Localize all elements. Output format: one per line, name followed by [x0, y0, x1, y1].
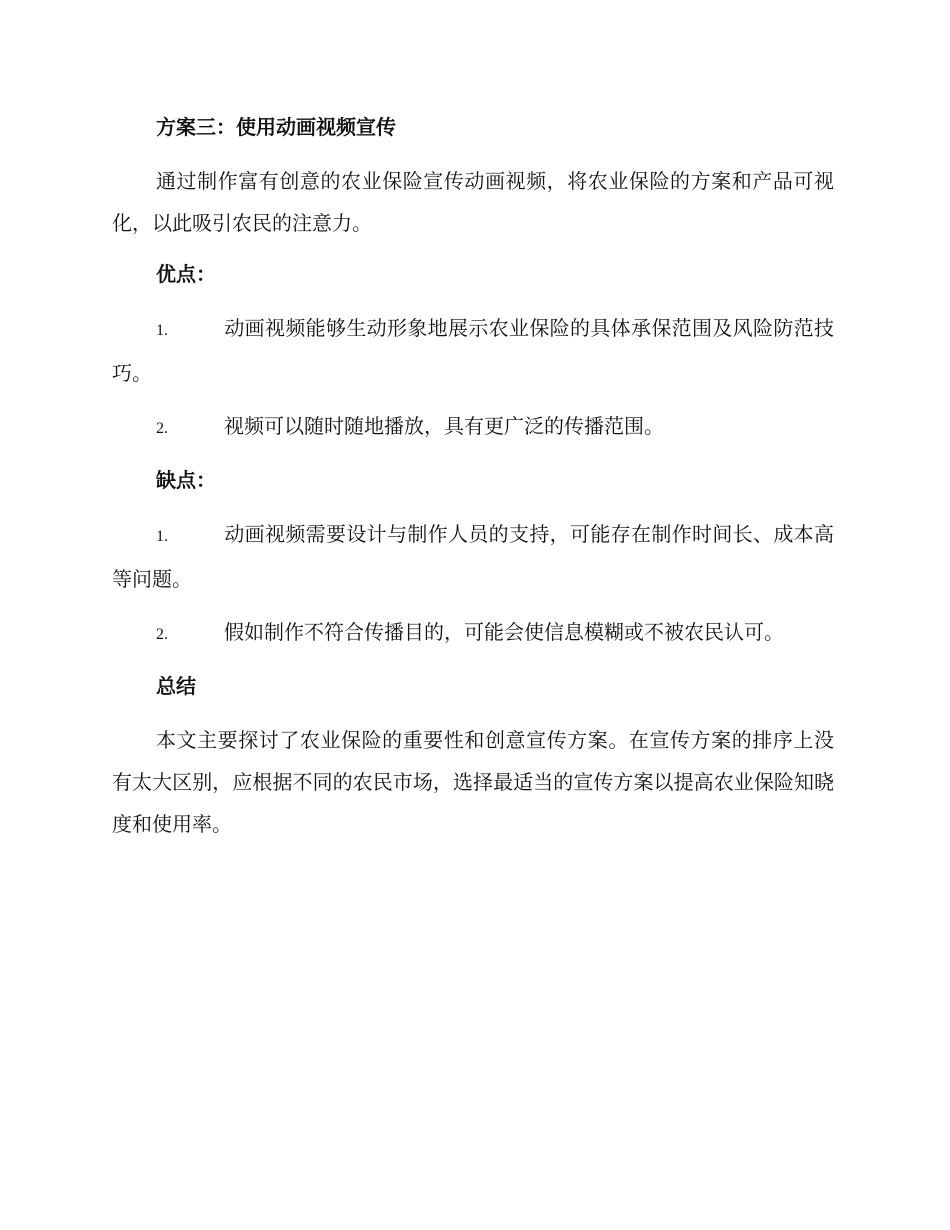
- list-item-text: 动画视频能够生动形象地展示农业保险的具体承保范围及风险防范技巧。: [112, 316, 834, 385]
- list-number: 1.: [156, 322, 168, 339]
- document-page: [112, 108, 834, 856]
- list-number: 2.: [156, 626, 168, 643]
- list-item-text: 动画视频需要设计与制作人员的支持，可能存在制作时间长、成本高等问题。: [112, 522, 834, 591]
- list-number: 2.: [156, 420, 168, 437]
- pros-item: [112, 405, 834, 450]
- cons-item: [112, 611, 834, 656]
- list-item-text: 假如制作不符合传播目的，可能会使信息模糊或不被农民认可。: [224, 620, 784, 644]
- summary-heading: 总结: [156, 674, 196, 698]
- cons-heading: 缺点：: [156, 468, 216, 492]
- list-number: 1.: [156, 528, 168, 545]
- section-heading-plan-three: 方案三：使用动画视频宣传: [156, 115, 396, 139]
- plan-three-intro: 通过制作富有创意的农业保险宣传动画视频，将农业保险的方案和产品可视化，以此吸引农民的注意力。: [112, 169, 834, 235]
- summary-text: 本文主要探讨了农业保险的重要性和创意宣传方案。在宣传方案的排序上没有太大区别，应根据不同的农民市场，选择最适当的宣传方案以提高农业保险知晓度和使用率。: [112, 728, 834, 836]
- list-item-text: 视频可以随时随地播放，具有更广泛的传播范围。: [224, 414, 664, 438]
- pros-item: [112, 307, 834, 394]
- cons-item: [112, 513, 834, 600]
- pros-heading: 优点：: [156, 262, 216, 286]
